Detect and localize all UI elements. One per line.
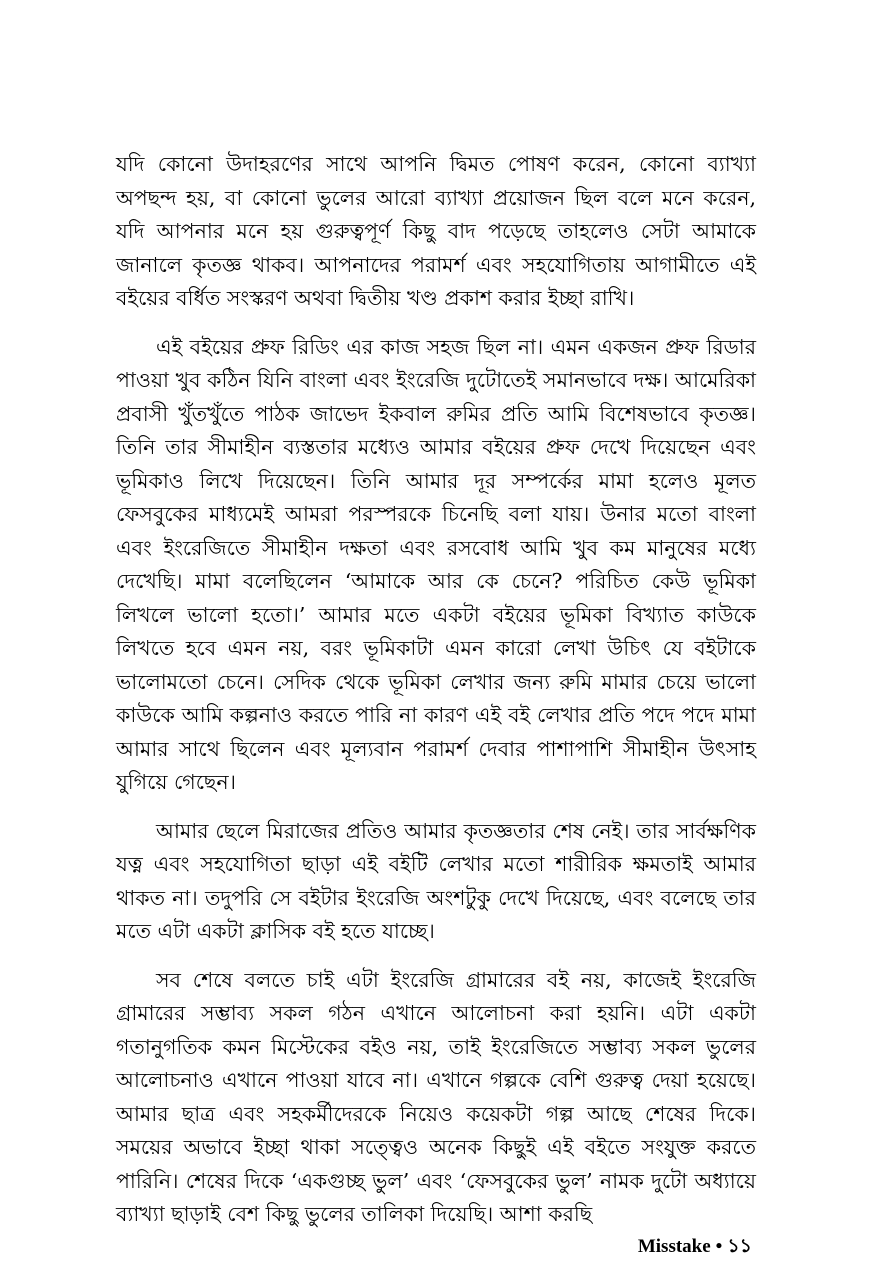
paragraph-feedback: যদি কোনো উদাহরণের সাথে আপনি দ্বিমত পোষণ করেন, কোনো ব্যাখ্যা অপছন্দ হয়, বা কোনো ভুলের আরো ব্যাখ্যা প্রয়োজন ছিল বলে মনে করেন, যদি আপনার মনে হয় গুরুত্বপূর্ণ কিছু বাদ পড়েছে তাহলেও সেটা আমাকে জানালে কৃতজ্ঞ থাকব। আপনাদের পরামর্শ এবং সহযোগিতায় আগামীতে এই বইয়ের বর্ধিত সংস্করণ অথবা দ্বিতীয় খণ্ড প্রকাশ করার ইচ্ছা রাখি। <box>116 152 756 310</box>
page-body <box>116 148 756 1247</box>
book-title: Misstake <box>637 1236 711 1257</box>
page-number: ১১ <box>727 1236 752 1257</box>
paragraph-closing: সব শেষে বলতে চাই এটা ইংরেজি গ্রামারের বই নয়, কাজেই ইংরেজি গ্রামারের সম্ভাব্য সকল গঠন এখানে আলোচনা করা হয়নি। এটা একটা গতানুগতিক কমন মিস্টেকের বইও নয়, তাই ইংরেজিতে সম্ভাব্য সকল ভুলের আলোচনাও এখানে পাওয়া যাবে না। এখানে গল্পকে বেশি গুরুত্ব দেয়া হয়েছে। আমার ছাত্র এবং সহকর্মীদেরকে নিয়েও কয়েকটা গল্প আছে শেষের দিকে। সময়ের অভাবে ইচ্ছা থাকা সত্ত্বেও অনেক কিছুই এই বইতে সংযুক্ত করতে পারিনি। শেষের দিকে ‘একগুচ্ছ ভুল’ এবং ‘ফেসবুকের ভুল’ নামক দুটো অধ্যায়ে ব্যাখ্যা ছাড়াই বেশ কিছু ভুলের তালিকা দিয়েছি। আশা করছি <box>116 967 756 1226</box>
paragraph-son-gratitude: আমার ছেলে মিরাজের প্রতিও আমার কৃতজ্ঞতার শেষ নেই। তার সার্বক্ষণিক যত্ন এবং সহযোগিতা ছাড়া এই বইটি লেখার মতো শারীরিক ক্ষমতাই আমার থাকত না। তদুপরি সে বইটার ইংরেজি অংশটুকু দেখে দিয়েছে, এবং বলেছে তার মতে এটা একটা ক্লাসিক বই হতে যাচ্ছে। <box>116 818 756 943</box>
paragraph-proofreading: এই বইয়ের প্রুফ রিডিং এর কাজ সহজ ছিল না। এমন একজন প্রুফ রিডার পাওয়া খুব কঠিন যিনি বাংলা এবং ইংরেজি দুটোতেই সমানভাবে দক্ষ। আমেরিকা প্রবাসী খুঁতখুঁতে পাঠক জাভেদ ইকবাল রুমির প্রতি আমি বিশেষভাবে কৃতজ্ঞ। তিনি তার সীমাহীন ব্যস্ততার মধ্যেও আমার বইয়ের প্রুফ দেখে দিয়েছেন এবং ভূমিকাও লিখে দিয়েছেন। তিনি আমার দূর সম্পর্কের মামা হলেও মূলত ফেসবুকের মাধ্যমেই আমরা পরস্পরকে চিনেছি বলা যায়। উনার মতো বাংলা এবং ইংরেজিতে সীমাহীন দক্ষতা এবং রসবোধ আমি খুব কম মানুষের মধ্যে দেখেছি। মামা বলেছিলেন ‘আমাকে আর কে চেনে? পরিচিত কেউ ভূমিকা লিখলে ভালো হতো।’ আমার মতে একটা বইয়ের ভূমিকা বিখ্যাত কাউকে লিখতে হবে এমন নয়, বরং ভূমিকাটা এমন কারো লেখা উচিৎ যে বইটাকে ভালোমতো চেনে। সেদিক থেকে ভূমিকা লেখার জন্য রুমি মামার চেয়ে ভালো কাউকে আমি কল্পনাও করতে পারি না কারণ এই বই লেখার প্রতি পদে পদে মামা আমার সাথে ছিলেন এবং মূল্যবান পরামর্শ দেবার পাশাপাশি সীমাহীন উৎসাহ যুগিয়ে গেছেন। <box>116 334 756 794</box>
page-footer <box>638 1232 752 1264</box>
footer-separator: • <box>715 1236 723 1257</box>
